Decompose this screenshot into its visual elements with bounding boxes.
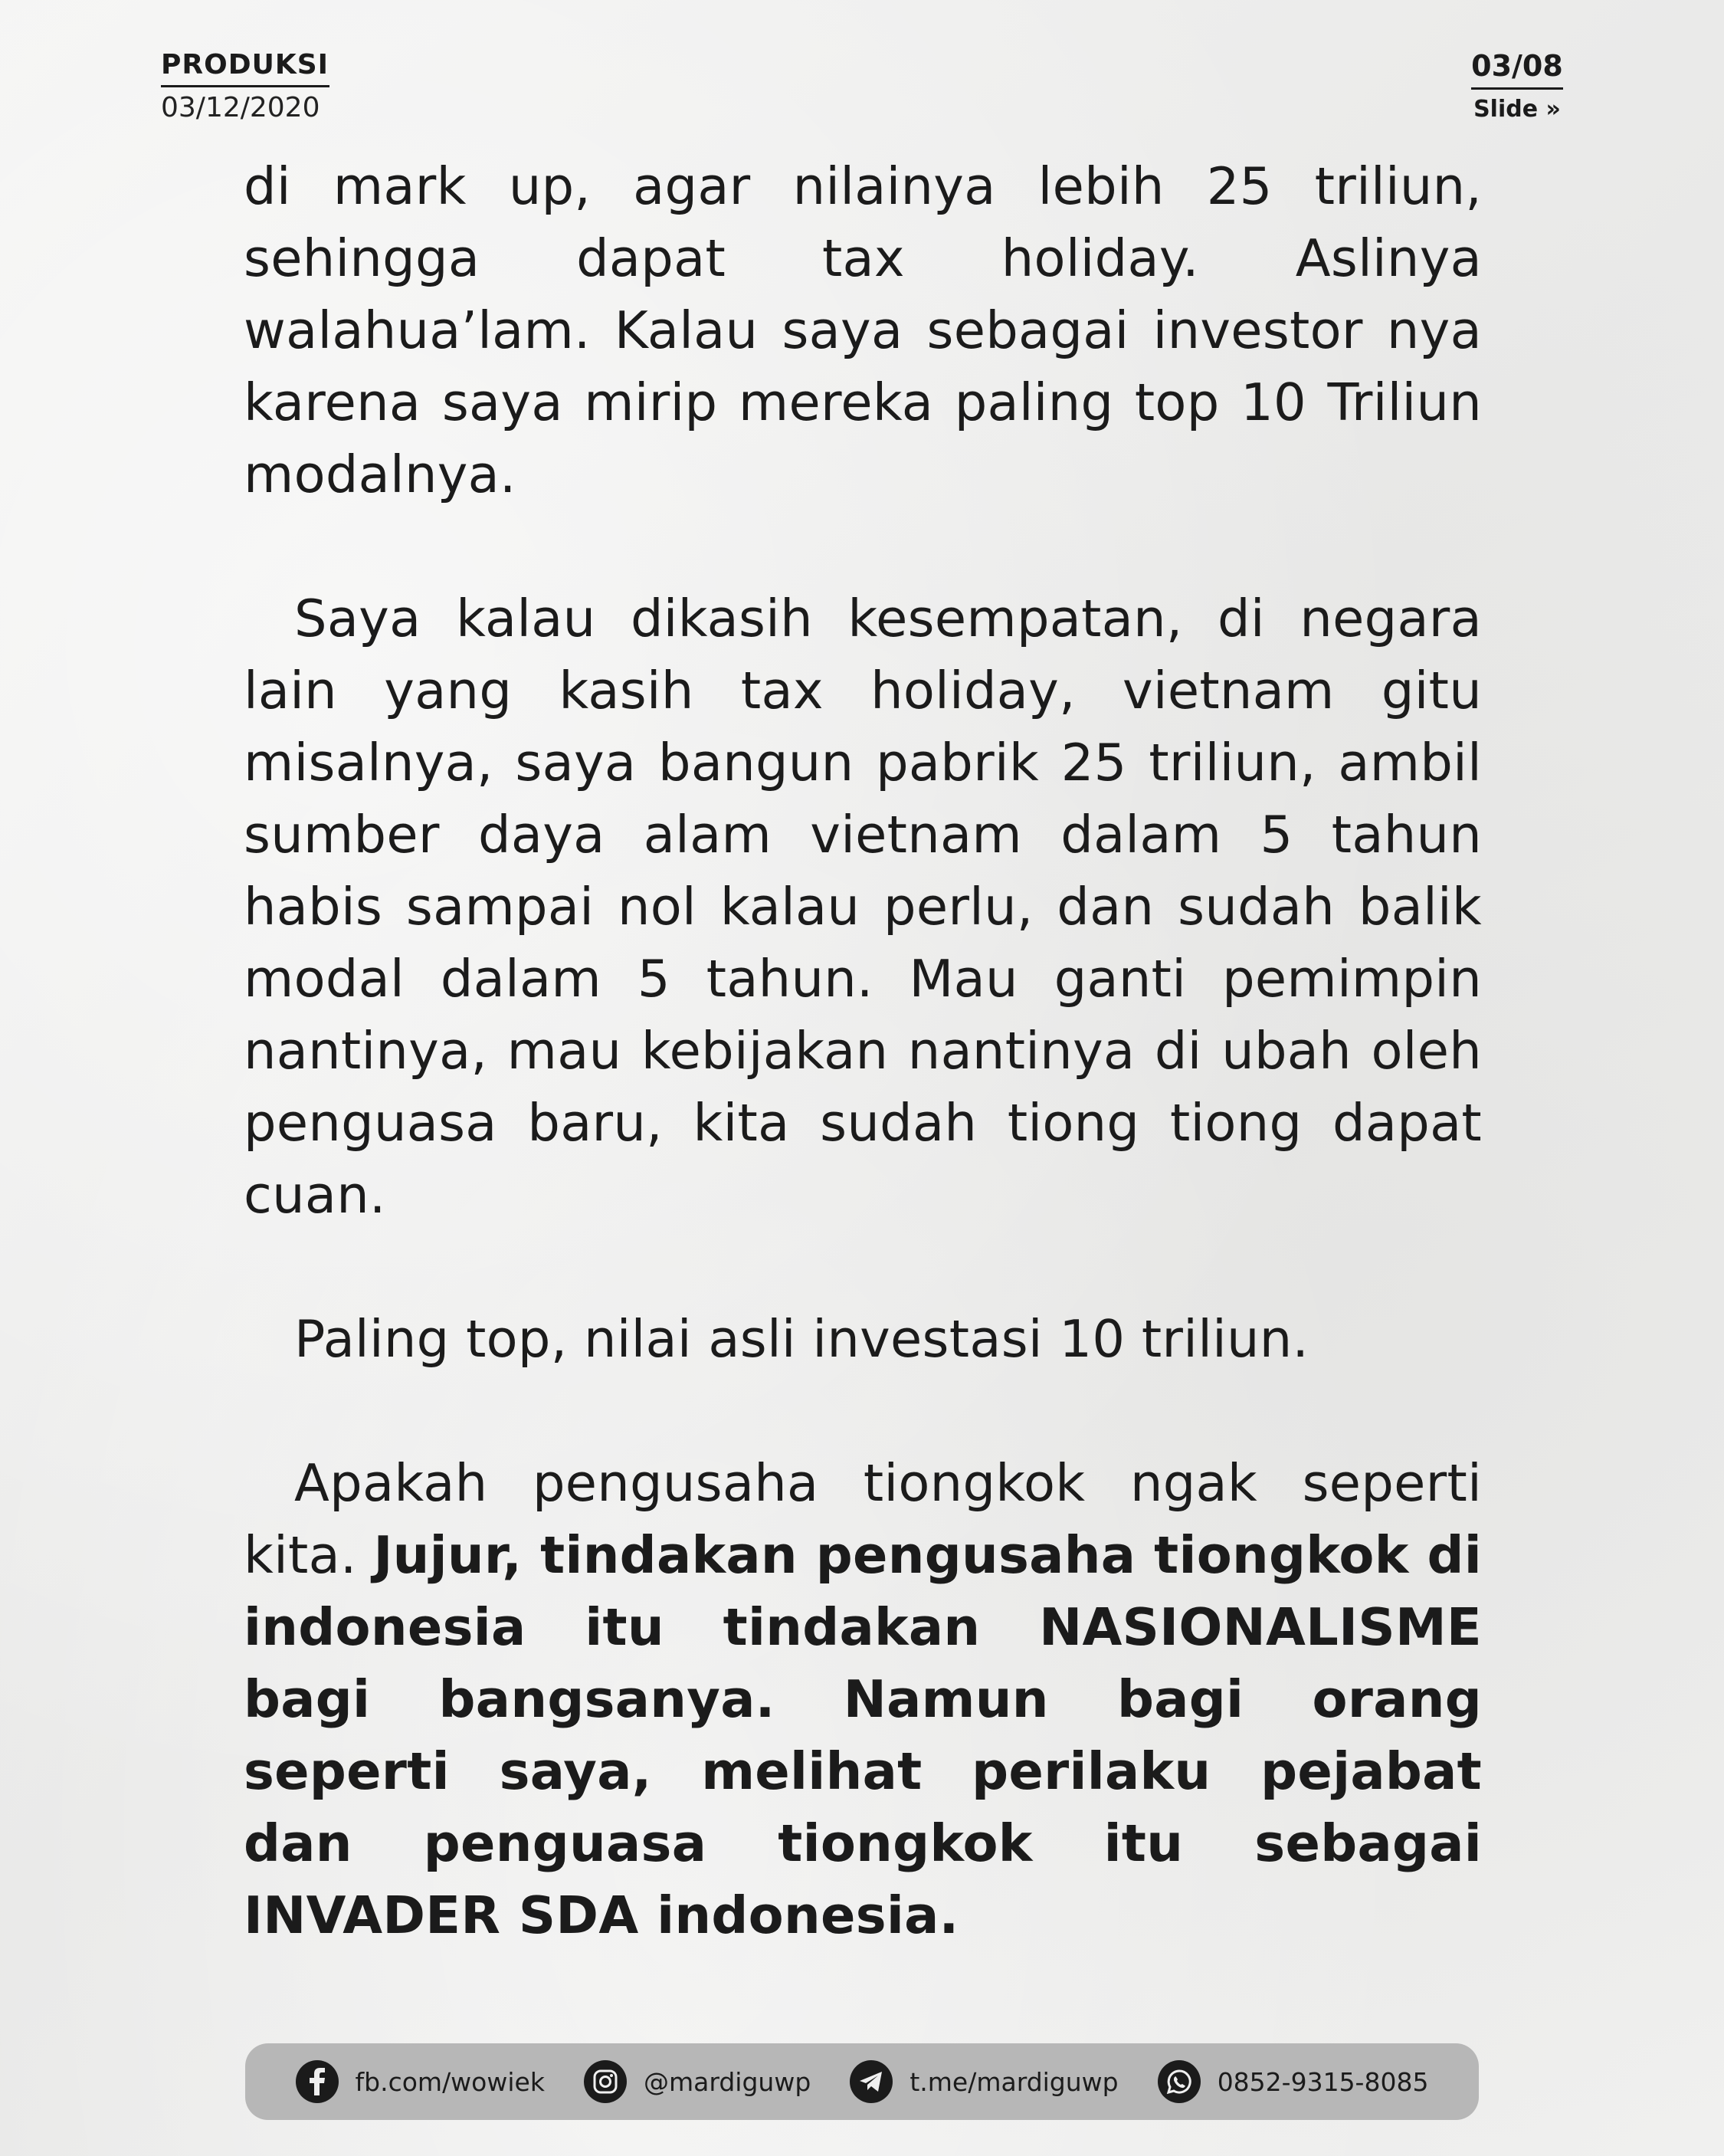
facebook-icon: [296, 2060, 339, 2103]
paragraph-4-bold: Jujur, tindakan pengusaha tiongkok di indonesia itu tindakan NASIONALISME bagi bangsanya. Namun bagi orang seperti saya, melihat perilaku pejabat dan penguasa tiongkok itu sebagai INVADER SDA indonesia.: [244, 1525, 1482, 1945]
category-label: PRODUKSI: [161, 49, 329, 87]
social-telegram[interactable]: [850, 2060, 1118, 2103]
paragraph-2: Saya kalau dikasih kesempatan, di negara lain yang kasih tax holiday, vietnam gitu misalnya, saya bangun pabrik 25 triliun, ambil sumber daya alam vietnam dalam 5 tahun habis sampai nol kalau perlu, dan sudah balik modal dalam 5 tahun. Mau ganti pemimpin nantinya, mau kebijakan nantinya di ubah oleh penguasa baru, kita sudah tiong tiong dapat cuan.: [244, 589, 1482, 1225]
article-body: [244, 150, 1482, 1951]
instagram-handle: @mardiguwp: [644, 2066, 811, 2097]
paragraph-4: [244, 1447, 1482, 1951]
paragraph-1: di mark up, agar nilainya lebih 25 triliun, sehingga dapat tax holiday. Aslinya walahua’lam. Kalau saya sebagai investor nya karena saya mirip mereka paling top 10 Triliun modalnya.: [244, 156, 1482, 504]
telegram-link: t.me/mardiguwp: [910, 2066, 1119, 2097]
social-facebook[interactable]: [296, 2060, 545, 2103]
paragraph-4-regular: Apakah pengusaha tiongkok ngak seperti kita.: [244, 1453, 1482, 1585]
paragraph-3: Paling top, nilai asli investasi 10 triliun.: [294, 1309, 1309, 1369]
page-number: 03/08: [1471, 49, 1563, 90]
header-left: [161, 49, 329, 123]
social-footer: [245, 2043, 1479, 2120]
social-instagram[interactable]: [584, 2060, 811, 2103]
header-right: [1471, 49, 1563, 123]
whatsapp-icon: [1158, 2060, 1201, 2103]
whatsapp-number: 0852-9315-8085: [1217, 2066, 1429, 2097]
post-date: 03/12/2020: [161, 92, 320, 123]
telegram-icon: [850, 2060, 893, 2103]
slide-label: Slide »: [1473, 96, 1561, 123]
social-whatsapp[interactable]: [1158, 2060, 1429, 2103]
instagram-icon: [584, 2060, 627, 2103]
facebook-link: fb.com/wowiek: [355, 2066, 545, 2097]
